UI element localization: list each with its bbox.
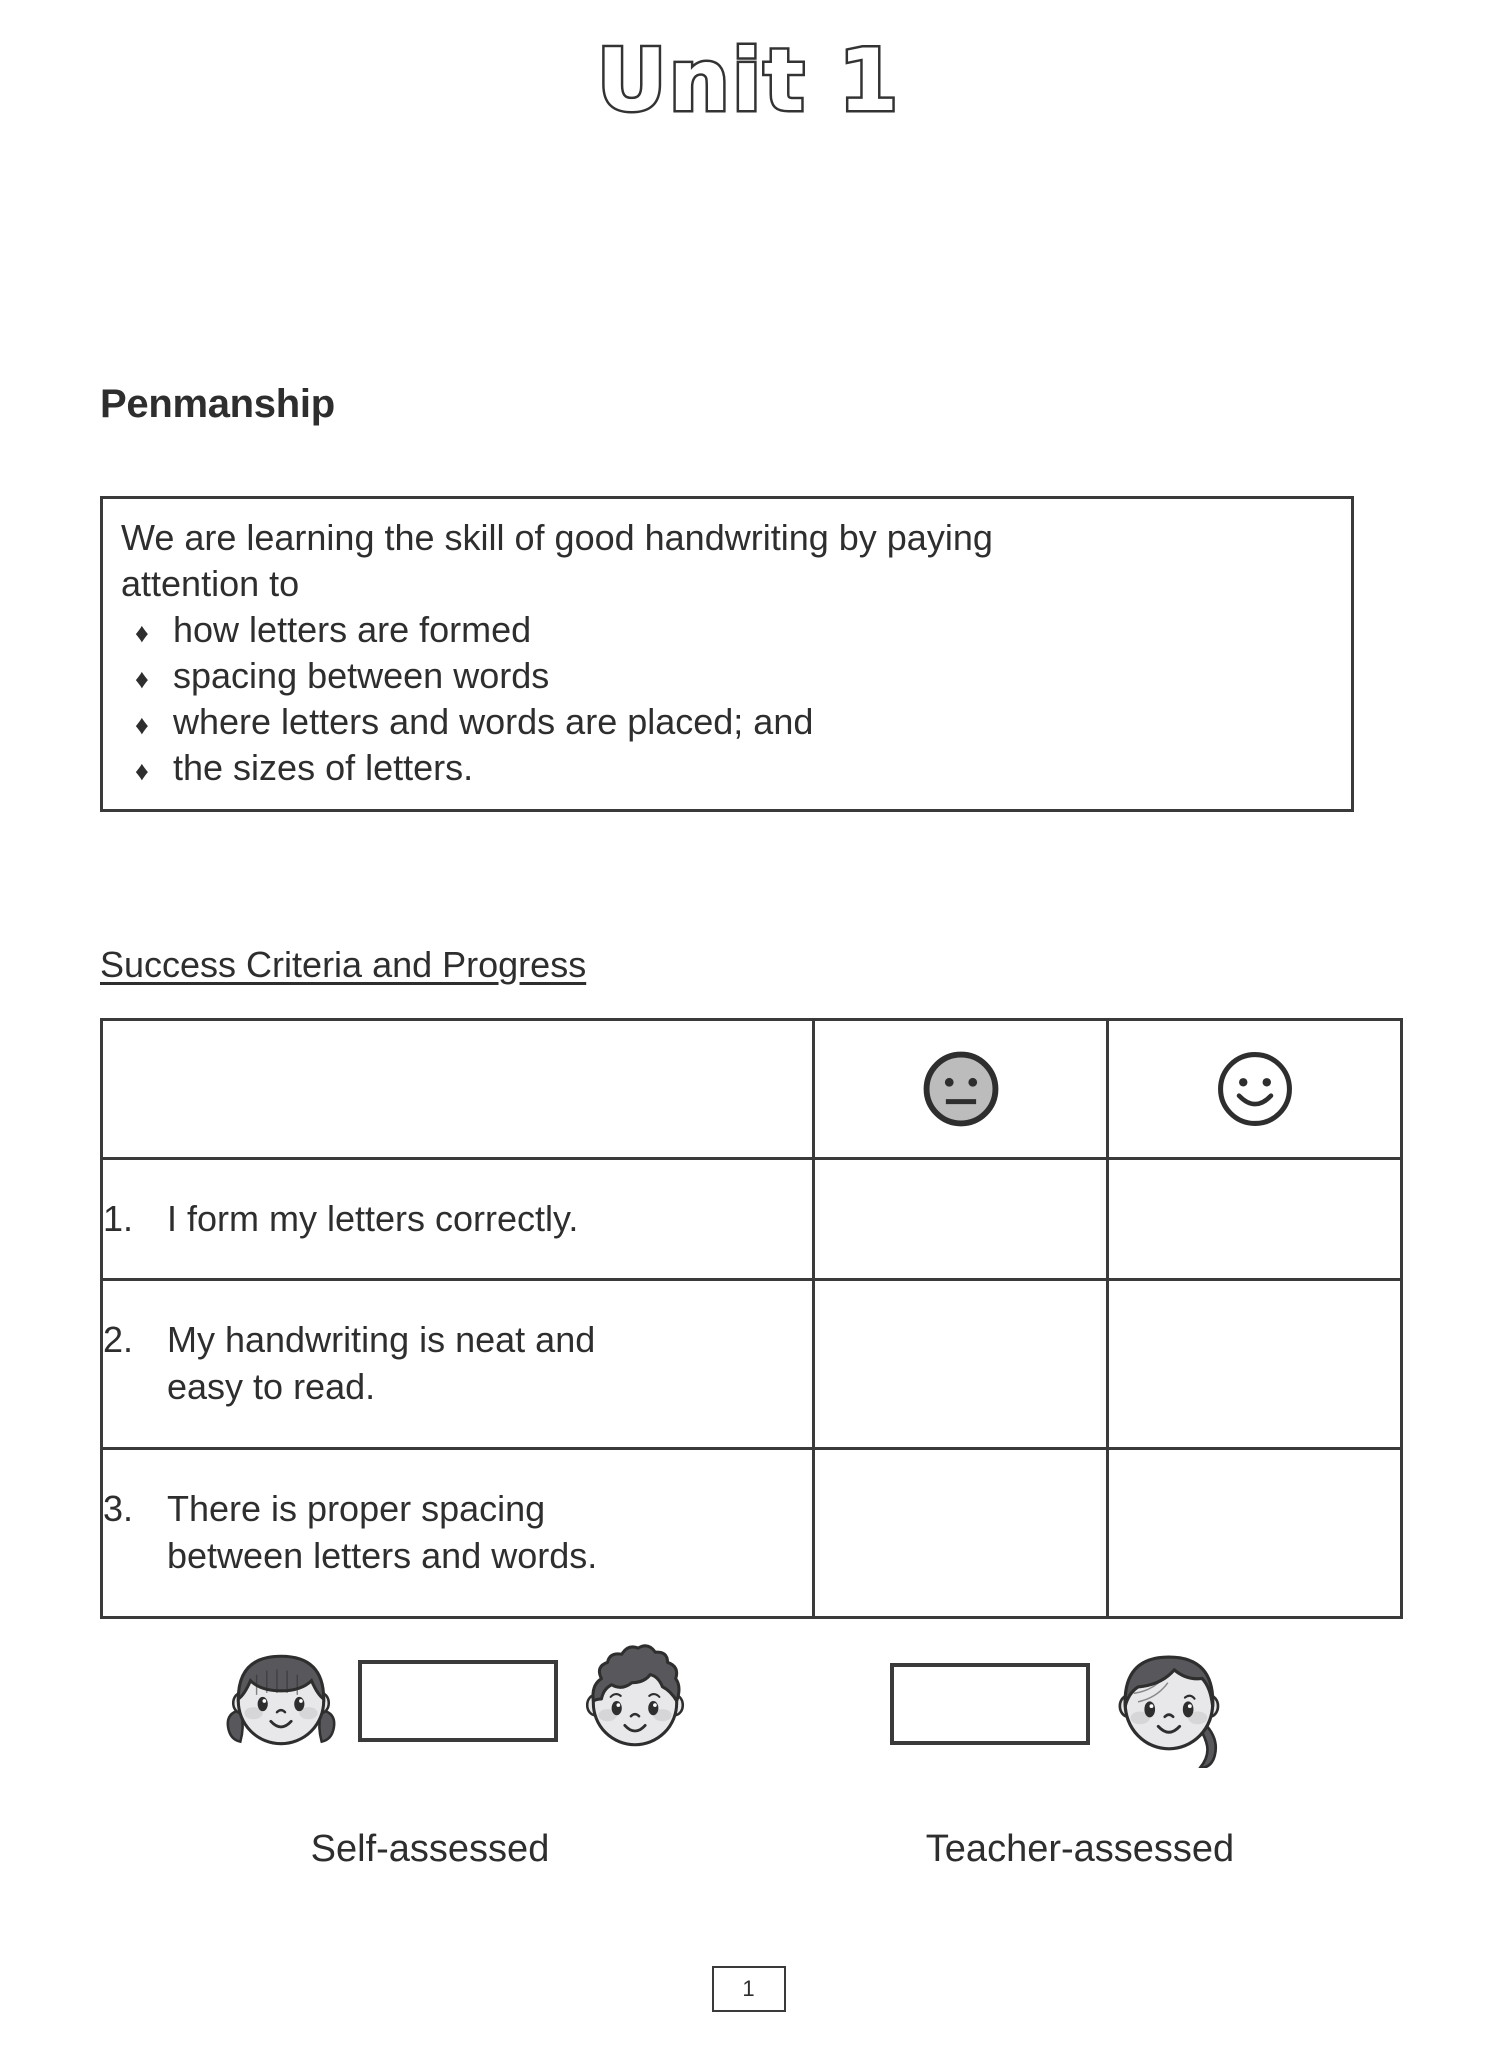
boy-avatar-icon — [574, 1640, 696, 1762]
table-row — [102, 1159, 1402, 1280]
table-header-row — [102, 1020, 1402, 1159]
success-criteria-table — [100, 1018, 1403, 1619]
page-number: 1 — [712, 1966, 786, 2012]
happy-response-cell-1[interactable] — [1108, 1159, 1402, 1280]
teacher-avatar-icon — [1106, 1640, 1234, 1768]
happy-response-cell-3[interactable] — [1108, 1449, 1402, 1618]
criteria-label: I form my letters correctly. — [167, 1197, 579, 1239]
table-row — [102, 1449, 1402, 1618]
neutral-face-icon — [919, 1047, 1003, 1131]
objective-bullet-label: how letters are formed — [173, 609, 532, 651]
diamond-bullet-icon: ♦ — [135, 618, 149, 649]
teacher-assessed-label: Teacher-assessed — [925, 1828, 1235, 1870]
section-heading: Penmanship — [100, 382, 335, 426]
list-item — [121, 745, 1333, 791]
header-cell-happy — [1108, 1020, 1402, 1159]
diamond-bullet-icon: ♦ — [135, 756, 149, 787]
list-item — [121, 653, 1333, 699]
criteria-label-continued: easy to read. — [167, 1366, 376, 1407]
header-cell-neutral — [814, 1020, 1108, 1159]
assessment-strip — [100, 1640, 1400, 1870]
header-cell-criteria — [102, 1020, 814, 1159]
criteria-number: 1. — [103, 1197, 134, 1239]
criteria-cell — [102, 1449, 814, 1618]
happy-response-cell-2[interactable] — [1108, 1280, 1402, 1449]
objective-bullet-label: the sizes of letters. — [173, 747, 474, 789]
neutral-response-cell-1[interactable] — [814, 1159, 1108, 1280]
self-assessed-label: Self-assessed — [310, 1828, 550, 1870]
page-title: Unit 1 — [596, 31, 901, 131]
success-criteria-heading: Success Criteria and Progress — [100, 944, 587, 985]
criteria-cell — [102, 1280, 814, 1449]
list-item — [121, 607, 1333, 653]
table-row — [102, 1280, 1402, 1449]
list-item — [121, 699, 1333, 745]
teacher-assessment-group — [890, 1640, 1234, 1768]
objective-bullet-list — [121, 607, 1333, 791]
unit-title-banner — [0, 31, 1497, 131]
diamond-bullet-icon: ♦ — [135, 710, 149, 741]
objective-bullet-label: where letters and words are placed; and — [173, 701, 814, 743]
self-assessment-group — [220, 1640, 696, 1762]
criteria-cell — [102, 1159, 814, 1280]
criteria-number: 2. — [103, 1319, 134, 1361]
criteria-label-continued: between letters and words. — [167, 1535, 598, 1576]
criteria-label: My handwriting is neat and — [167, 1319, 596, 1361]
objective-intro-line-2: attention to — [121, 563, 300, 605]
learning-objective-box — [100, 496, 1354, 812]
objective-bullet-label: spacing between words — [173, 655, 550, 697]
self-assessment-box[interactable] — [358, 1660, 558, 1742]
criteria-number: 3. — [103, 1488, 134, 1530]
objective-intro-line-1: We are learning the skill of good handwriting by paying — [121, 517, 993, 558]
criteria-label: There is proper spacing — [167, 1488, 546, 1530]
happy-face-icon — [1213, 1047, 1297, 1131]
diamond-bullet-icon: ♦ — [135, 664, 149, 695]
girl-avatar-icon — [220, 1640, 342, 1762]
neutral-response-cell-2[interactable] — [814, 1280, 1108, 1449]
neutral-response-cell-3[interactable] — [814, 1449, 1108, 1618]
teacher-assessment-box[interactable] — [890, 1663, 1090, 1745]
